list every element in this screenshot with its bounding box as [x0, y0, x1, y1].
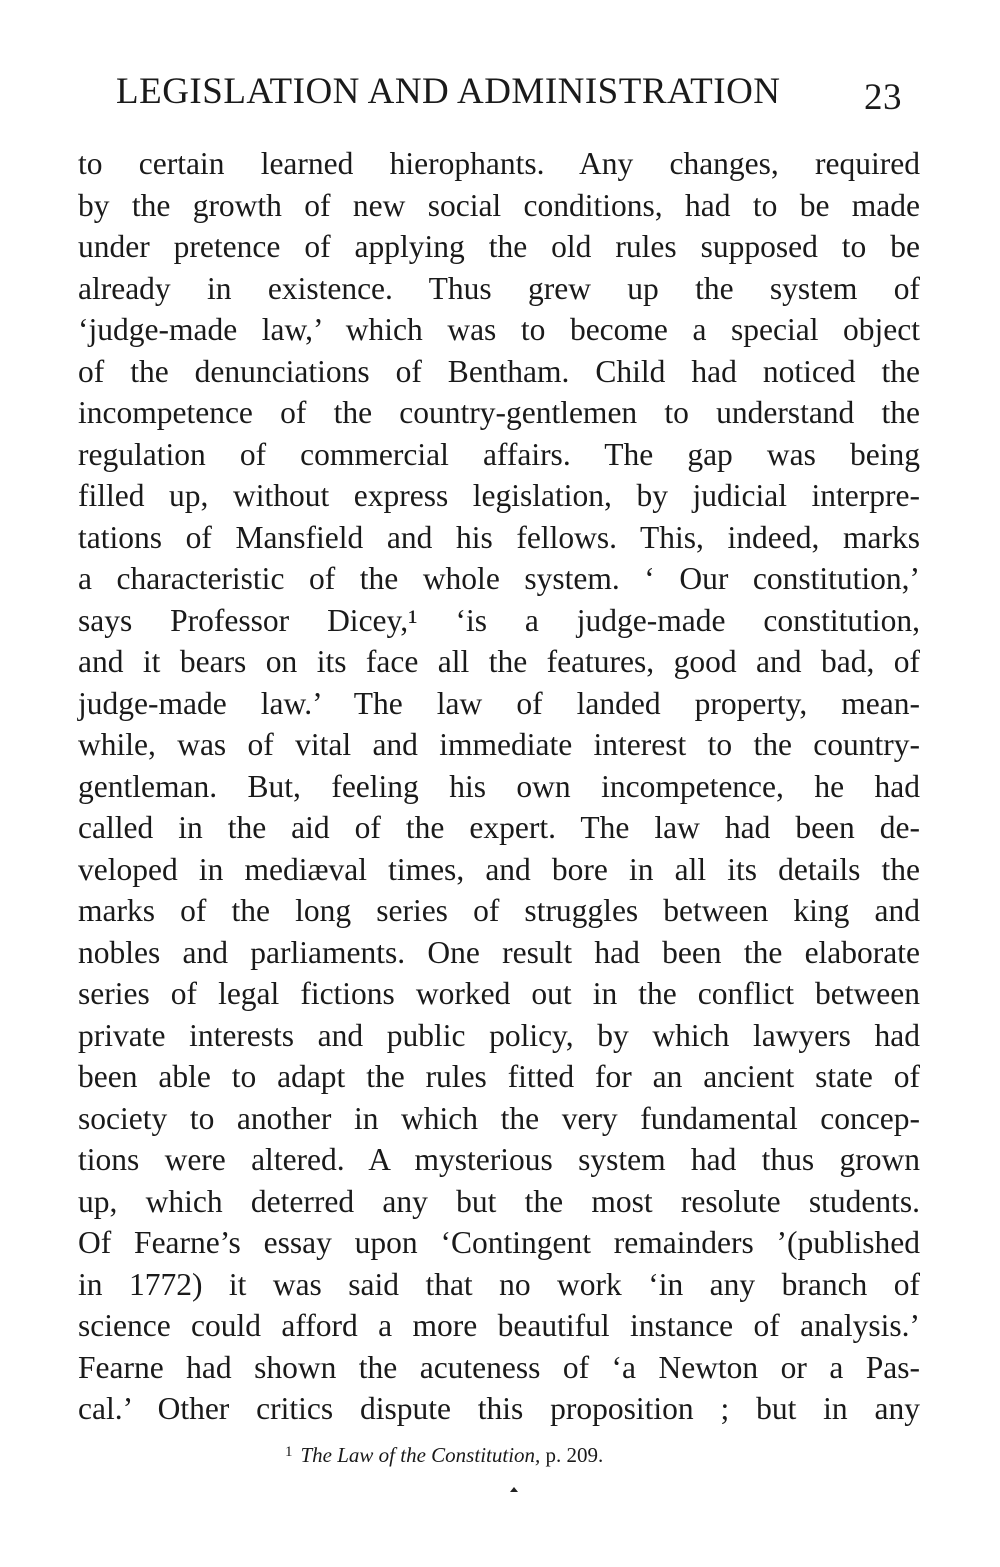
text-line: in 1772) it was said that no work ‘in any branch of [78, 1266, 920, 1302]
body-text [78, 143, 920, 1430]
text-line: gentleman. But, feeling his own incompetence, he had [78, 768, 920, 804]
text-line: filled up, without express legislation, by judicial interpre- [78, 478, 920, 513]
printer-mark-icon [508, 1483, 520, 1495]
page-number: 23 [864, 77, 902, 118]
text-line: tations of Mansfield and his fellows. This, indeed, marks [78, 519, 920, 555]
text-line: incompetence of the country-gentlemen to understand the [78, 395, 920, 430]
text-line: says Professor Dicey,¹ ‘is a judge-made constitution, [78, 602, 920, 638]
text-line: Of Fearne’s essay upon ‘Contingent remainders ’(published [78, 1225, 920, 1260]
text-line: ‘judge-made law,’ which was to become a special object [78, 312, 920, 347]
text-line: up, which deterred any but the most resolute students. [78, 1183, 920, 1219]
text-line: by the growth of new social conditions, had to be made [78, 187, 920, 223]
text-line: already in existence. Thus grew up the system of [78, 270, 920, 306]
text-line: judge-made law.’ The law of landed property, mean- [78, 685, 920, 721]
text-line: to certain learned hierophants. Any changes, required [78, 146, 920, 181]
text-line: private interests and public policy, by which lawyers had [78, 1017, 920, 1053]
text-line: and it bears on its face all the features, good and bad, of [78, 644, 920, 679]
text-line: series of legal fictions worked out in the conflict between [78, 976, 920, 1011]
text-line: society to another in which the very fundamental concep- [78, 1100, 920, 1136]
footnote-marker: 1 [285, 1444, 293, 1460]
text-line: while, was of vital and immediate interest to the country- [78, 727, 920, 762]
footnote-title: The Law of the Constitution, [300, 1443, 541, 1467]
text-line: regulation of commercial affairs. The gap was being [78, 436, 920, 472]
text-line: veloped in mediæval times, and bore in all its details the [78, 851, 920, 887]
text-line: cal.’ Other critics dispute this proposition ; but in any [78, 1391, 920, 1426]
text-line: been able to adapt the rules fitted for an ancient state of [78, 1059, 920, 1094]
footnote-page-ref: p. 209. [545, 1443, 604, 1467]
running-head [116, 70, 936, 118]
text-line: of the denunciations of Bentham. Child had noticed the [78, 353, 920, 389]
text-line: under pretence of applying the old rules supposed to be [78, 229, 920, 264]
text-line: a characteristic of the whole system. ‘ Our constitution,’ [78, 561, 920, 596]
text-line: tions were altered. A mysterious system had thus grown [78, 1142, 920, 1177]
footnote [285, 1443, 745, 1468]
text-line: Fearne had shown the acuteness of ‘a Newton or a Pas- [78, 1349, 920, 1385]
running-title: LEGISLATION AND ADMINISTRATION [116, 71, 781, 112]
text-line: science could afford a more beautiful instance of analysis.’ [78, 1308, 920, 1343]
text-line: called in the aid of the expert. The law had been de- [78, 810, 920, 845]
text-line: marks of the long series of struggles between king and [78, 893, 920, 928]
text-line: nobles and parliaments. One result had been the elaborate [78, 934, 920, 970]
